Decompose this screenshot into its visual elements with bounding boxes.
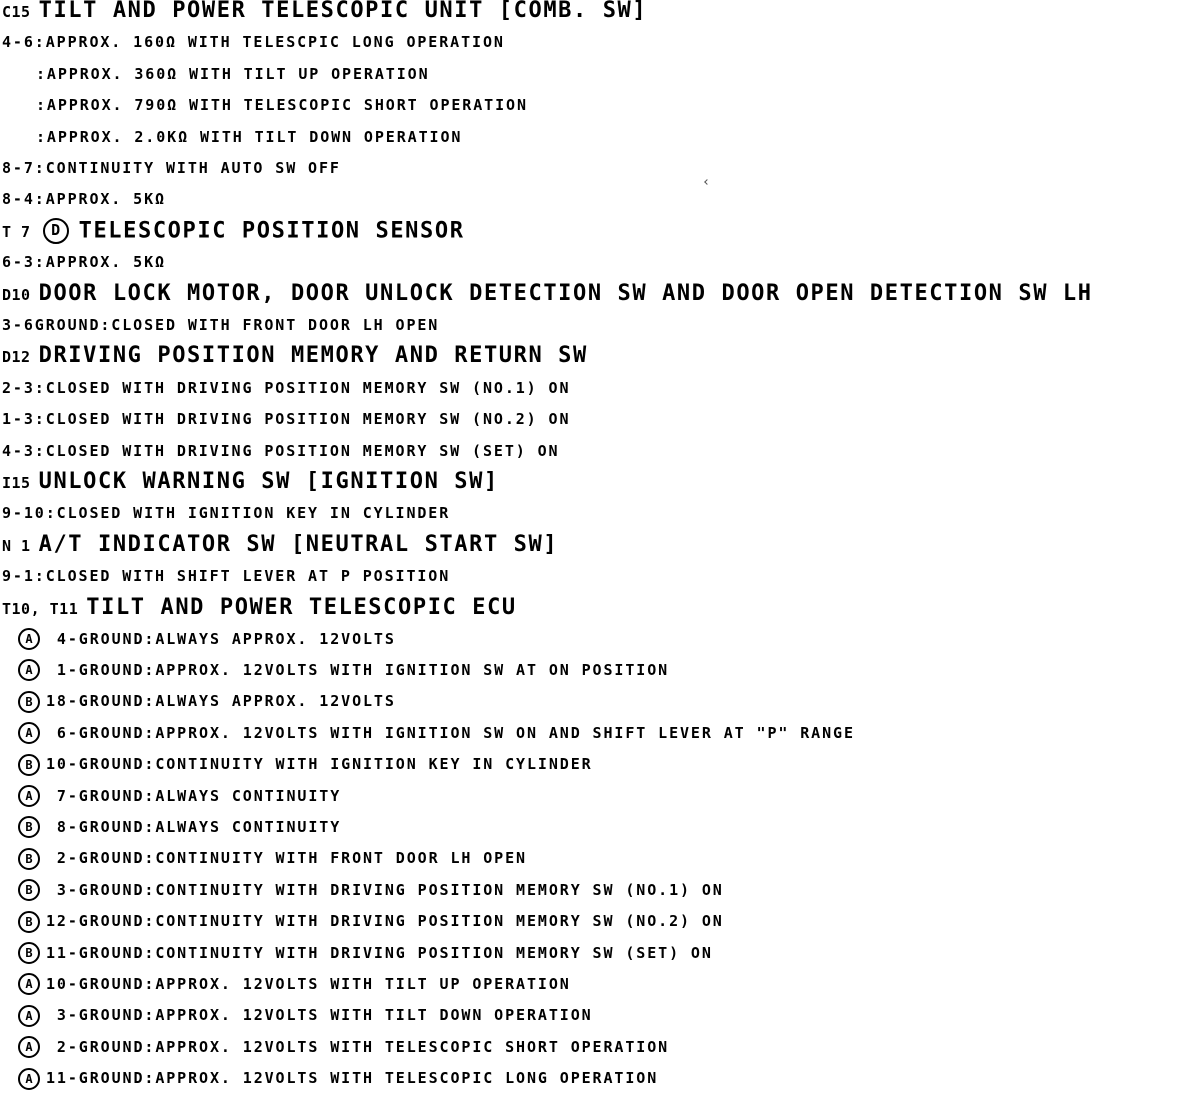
terminal-number: 18 [46,692,68,711]
inspection-spec: 6-3:APPROX. 5KΩ [2,253,166,272]
component-code: I15 [2,474,31,492]
component-code: C15 [2,3,31,21]
terminal-number: 11 [46,1069,68,1088]
section-heading [2,280,1093,306]
connector-badge: B [18,942,40,964]
ecu-terminal-spec [18,848,527,870]
connector-badge: A [18,785,40,807]
inspection-spec: 8-4:APPROX. 5KΩ [2,190,166,209]
terminal-spec: -GROUND:CONTINUITY WITH FRONT DOOR LH OPEN [67,849,527,868]
ecu-terminal-spec [18,942,713,964]
inspection-spec: :APPROX. 2.0KΩ WITH TILT DOWN OPERATION [36,127,463,146]
component-code: D12 [2,348,31,367]
terminal-spec: -GROUND:APPROX. 12VOLTS WITH IGNITION SW ON AND SHIFT LEVER AT "P" RANGE [67,723,855,742]
section-heading [2,594,517,620]
terminal-number: 1 [46,660,68,679]
connector-badge: B [18,911,40,933]
section-heading [2,0,647,22]
inspection-spec: 8-7:CONTINUITY WITH AUTO SW OFF [2,159,341,177]
inspection-spec: 3-6GROUND:CLOSED WITH FRONT DOOR LH OPEN [2,316,440,334]
connector-badge: A [18,628,40,650]
terminal-number: 10 [46,974,68,993]
connector-badge: A [18,659,40,681]
terminal-number: 2 [46,849,68,868]
ecu-terminal-spec [18,659,669,681]
ecu-terminal-spec [18,691,396,713]
terminal-spec: -GROUND:APPROX. 12VOLTS WITH TILT UP OPERATION [67,974,571,993]
ecu-terminal-spec [18,816,341,838]
terminal-spec: -GROUND:ALWAYS APPROX. 12VOLTS [67,629,396,648]
ecu-terminal-spec [18,911,724,933]
terminal-number: 11 [46,943,68,962]
ecu-terminal-spec [18,1036,669,1058]
terminal-spec: -GROUND:ALWAYS CONTINUITY [67,786,342,805]
terminal-number: 7 [46,786,68,805]
terminal-number: 6 [46,723,68,742]
ecu-terminal-spec [18,754,593,776]
ecu-terminal-spec [18,1005,593,1027]
terminal-number: 3 [46,880,68,899]
inspection-spec: 2-3:CLOSED WITH DRIVING POSITION MEMORY SW (NO.1) ON [2,378,571,397]
inspection-spec: 9-1:CLOSED WITH SHIFT LEVER AT P POSITION [2,567,451,586]
terminal-spec: -GROUND:CONTINUITY WITH DRIVING POSITION MEMORY SW (NO.1) ON [67,880,724,899]
terminal-number: 8 [46,817,68,836]
connector-badge: B [18,816,40,838]
terminal-number: 3 [46,1006,68,1025]
section-heading [2,471,499,493]
inspection-spec: :APPROX. 360Ω WITH TILT UP OPERATION [36,64,430,83]
terminal-spec: -GROUND:APPROX. 12VOLTS WITH TILT DOWN OPERATION [67,1006,593,1025]
connector-badge: B [18,754,40,776]
terminal-spec: -GROUND:APPROX. 12VOLTS WITH TELESCOPIC SHORT OPERATION [67,1037,670,1056]
connector-badge: D [43,218,69,244]
terminal-number: 2 [46,1037,68,1056]
inspection-spec: 1-3:CLOSED WITH DRIVING POSITION MEMORY SW (NO.2) ON [2,410,571,429]
terminal-number: 12 [46,912,68,931]
inspection-spec: :APPROX. 790Ω WITH TELESCOPIC SHORT OPERATION [36,96,528,115]
component-title: TILT AND POWER TELESCOPIC UNIT [COMB. SW] [38,0,648,23]
component-title: DRIVING POSITION MEMORY AND RETURN SW [38,343,588,369]
connector-badge: A [18,722,40,744]
ecu-terminal-spec [18,722,855,744]
component-code: T 7 [2,223,31,242]
connector-badge: B [18,879,40,901]
terminal-number: 10 [46,755,68,774]
terminal-spec: -GROUND:CONTINUITY WITH IGNITION KEY IN CYLINDER [67,755,593,774]
component-title: DOOR LOCK MOTOR, DOOR UNLOCK DETECTION SW AND DOOR OPEN DETECTION SW LH [38,280,1093,306]
terminal-spec: -GROUND:ALWAYS CONTINUITY [67,817,342,836]
section-heading [2,220,465,246]
component-code: T10, T11 [2,599,79,618]
terminal-spec: -GROUND:CONTINUITY WITH DRIVING POSITION MEMORY SW (NO.2) ON [67,912,724,931]
inspection-spec: 4-3:CLOSED WITH DRIVING POSITION MEMORY SW (SET) ON [2,441,560,460]
component-title: TELESCOPIC POSITION SENSOR [78,218,465,244]
connector-badge: A [18,973,40,995]
component-title: UNLOCK WARNING SW [IGNITION SW] [38,469,499,494]
terminal-number: 4 [46,629,68,648]
connector-badge: A [18,1068,40,1090]
terminal-spec: -GROUND:APPROX. 12VOLTS WITH IGNITION SW AT ON POSITION [67,660,670,679]
component-title: A/T INDICATOR SW [NEUTRAL START SW] [38,531,559,557]
ecu-terminal-spec [18,879,724,901]
inspection-spec: 4-6:APPROX. 160Ω WITH TELESCPIC LONG OPERATION [2,33,505,52]
connector-badge: A [18,1005,40,1027]
component-title: TILT AND POWER TELESCOPIC ECU [86,594,517,620]
ecu-terminal-spec [18,785,341,807]
component-code: D10 [2,285,31,304]
terminal-spec: -GROUND:ALWAYS APPROX. 12VOLTS [67,692,396,711]
terminal-spec: -GROUND:CONTINUITY WITH DRIVING POSITION MEMORY SW (SET) ON [67,943,713,962]
inspection-spec: 9-10:CLOSED WITH IGNITION KEY IN CYLINDER [2,504,451,523]
component-code: N 1 [2,536,31,555]
terminal-spec: -GROUND:APPROX. 12VOLTS WITH TELESCOPIC LONG OPERATION [67,1069,659,1088]
ecu-terminal-spec [18,1068,658,1090]
ecu-terminal-spec [18,628,396,650]
connector-badge: B [18,691,40,713]
section-heading [2,531,559,557]
connector-badge: A [18,1036,40,1058]
ecu-terminal-spec [18,973,571,995]
connector-badge: B [18,848,40,870]
section-heading [2,345,588,367]
